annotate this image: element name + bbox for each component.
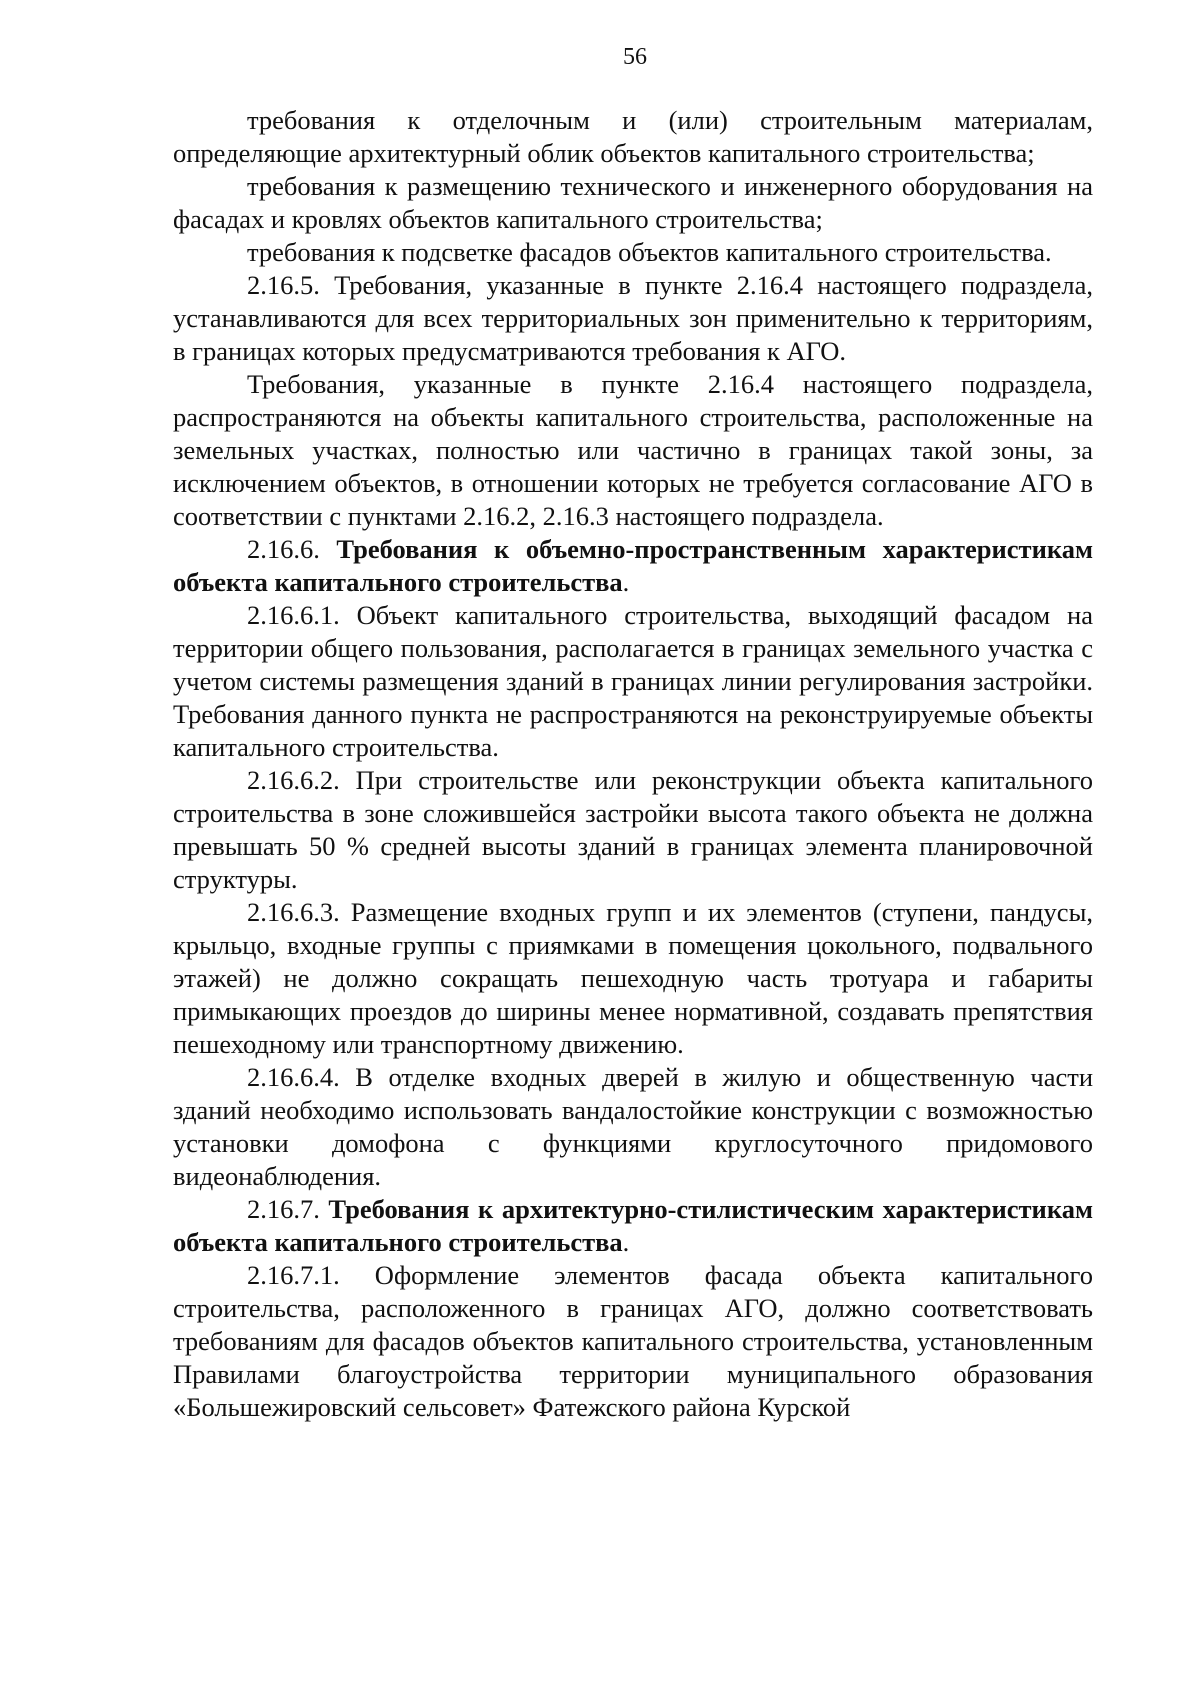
paragraph: 2.16.6.1. Объект капитального строительства, выходящий фасадом на территории общего пользования, располагается в границах земельного участка с учетом системы размещения зданий в границах линии регулирования застройки. Требования данного пункта не распространяются на реконструируемые объекты капитального строительства. bbox=[173, 600, 1093, 762]
paragraph: Требования, указанные в пункте 2.16.4 настоящего подраздела, распространяются на объекты капитального строительства, расположенные на земельных участках, полностью или частично в границах такой зоны, за исключением объектов, в отношении которых не требуется согласование АГО в соответствии с пунктами 2.16.2, 2.16.3 настоящего подраздела. bbox=[173, 369, 1093, 531]
paragraph: 2.16.6.2. При строительстве или реконструкции объекта капитального строительства в зоне сложившейся застройки высота такого объекта не должна превышать 50 % средней высоты зданий в границах элемента планировочной структуры. bbox=[173, 765, 1093, 894]
paragraph: требования к отделочным и (или) строительным материалам, определяющие архитектурный облик объектов капитального строительства; bbox=[173, 105, 1093, 168]
section-heading-2-16-6 bbox=[173, 533, 1093, 599]
paragraph: требования к размещению технического и инженерного оборудования на фасадах и кровлях объектов капитального строительства; bbox=[173, 171, 1093, 234]
paragraph: 2.16.6.3. Размещение входных групп и их элементов (ступени, пандусы, крыльцо, входные группы с приямками в помещения цокольного, подвального этажей) не должно сокращать пешеходную часть тротуара и габариты примыкающих проездов до ширины менее нормативной, создавать препятствия пешеходному или транспортному движению. bbox=[173, 897, 1093, 1059]
section-number: 2.16.7. bbox=[247, 1194, 320, 1224]
document-body bbox=[173, 104, 1093, 1424]
section-title-end: . bbox=[622, 567, 630, 597]
paragraph: 2.16.7.1. Оформление элементов фасада объекта капитального строительства, расположенного в границах АГО, должно соответствовать требованиям для фасадов объектов капитального строительства, установленным Правилами благоустройства территории муниципального образования «Большежировский сельсовет» Фатежского района Курской bbox=[173, 1260, 1093, 1422]
section-heading-2-16-7 bbox=[173, 1193, 1093, 1259]
paragraph: требования к подсветке фасадов объектов капитального строительства. bbox=[247, 237, 1052, 267]
paragraph: 2.16.5. Требования, указанные в пункте 2.16.4 настоящего подраздела, устанавливаются для всех территориальных зон применительно к территориям, в границах которых предусматриваются требования к АГО. bbox=[173, 270, 1093, 366]
page-number: 56 bbox=[623, 44, 647, 70]
section-number: 2.16.6. bbox=[247, 534, 320, 564]
section-title-end: . bbox=[622, 1227, 630, 1257]
paragraph: 2.16.6.4. В отделке входных дверей в жилую и общественную части зданий необходимо использовать вандалостойкие конструкции с возможностью установки домофона с функциями круглосуточного придомового видеонаблюдения. bbox=[173, 1062, 1093, 1191]
section-title: Требования к объемно-пространственным характеристикам объекта капитального строительства bbox=[173, 534, 1093, 597]
section-title: Требования к архитектурно-стилистическим характеристикам объекта капитального строительства bbox=[173, 1194, 1093, 1257]
